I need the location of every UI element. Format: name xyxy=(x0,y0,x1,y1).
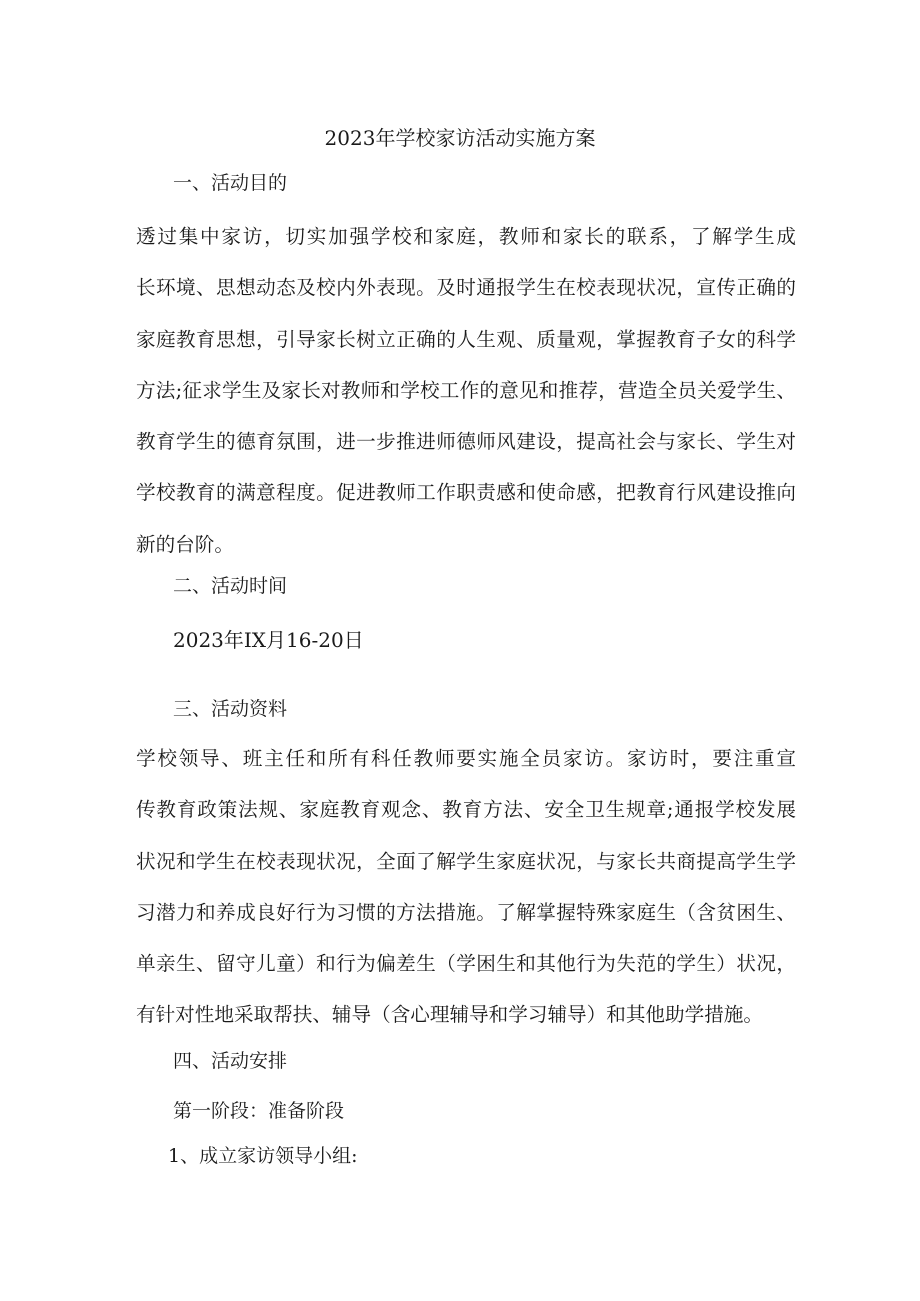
paragraph-line: 新的台阶。 xyxy=(136,532,234,556)
paragraph-line: 状况和学生在校表现状况，全面了解学生家庭状况，与家长共商提高学生学 xyxy=(136,849,796,873)
section-heading-purpose: 一、活动目的 xyxy=(173,172,288,194)
section-paragraph-purpose xyxy=(136,211,796,570)
paragraph-line: 习潜力和养成良好行为习惯的方法措施。了解掌握特殊家庭生（含贫困生、 xyxy=(136,900,796,924)
paragraph-line: 长环境、思想动态及校内外表现。及时通报学生在校表现状况，宣传正确的 xyxy=(136,276,796,300)
paragraph-line: 透过集中家访，切实加强学校和家庭，教师和家长的联系，了解学生成 xyxy=(136,225,796,248)
paragraph-line: 单亲生、留守儿童）和行为偏差生（学困生和其他行为失范的学生）状况， xyxy=(136,952,796,976)
paragraph-line: 传教育政策法规、家庭教育观念、教育方法、安全卫生规章;通报学校发展 xyxy=(136,798,796,822)
section-heading-time: 二、活动时间 xyxy=(173,575,288,597)
paragraph-line: 学校教育的满意程度。促进教师工作职责感和使命感，把教育行风建设推向 xyxy=(136,481,796,505)
section-heading-arrangement: 四、活动安排 xyxy=(173,1050,288,1072)
paragraph-line: 方法;征求学生及家长对教师和学校工作的意见和推荐，营造全员关爱学生、 xyxy=(136,378,796,402)
paragraph-line: 学校领导、班主任和所有科任教师要实施全员家访。家访时，要注重宣 xyxy=(136,747,796,770)
list-item-1: 1、成立家访领导小组: xyxy=(168,1145,358,1167)
activity-date: 2023年IX月16-20日 xyxy=(173,628,364,652)
paragraph-line: 有针对性地采取帮扶、辅导（含心理辅导和学习辅导）和其他助学措施。 xyxy=(136,1003,763,1027)
paragraph-line: 家庭教育思想，引导家长树立正确的人生观、质量观，掌握教育子女的科学 xyxy=(136,327,796,351)
section-heading-materials: 三、活动资料 xyxy=(173,698,288,720)
stage-heading: 第一阶段：准备阶段 xyxy=(173,1100,345,1122)
document-title: 2023年学校家访活动实施方案 xyxy=(324,126,596,150)
section-paragraph-materials xyxy=(136,733,796,1041)
paragraph-line: 教育学生的德育氛围，进一步推进师德师风建设，提高社会与家长、学生对 xyxy=(136,430,796,454)
